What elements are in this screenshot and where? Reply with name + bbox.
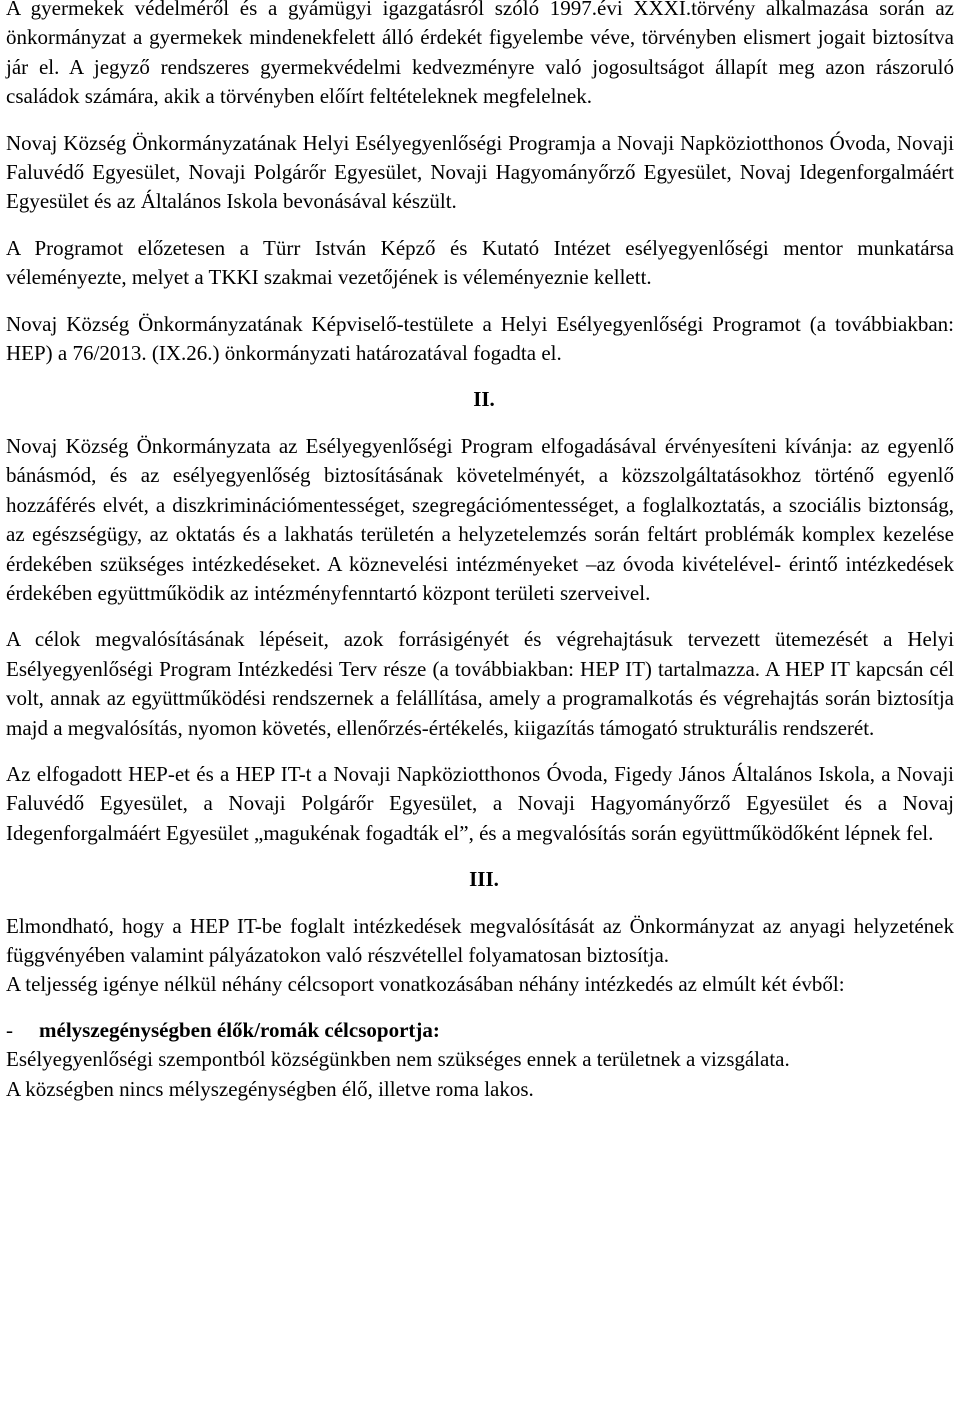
program-review-paragraph: A Programot előzetesen a Türr István Képző és Kutató Intézet esélyegyenlőségi mentor munkatársa véleményezte, melyet a TKKI szakmai vezetőjének is véleményeznie kellett. bbox=[6, 235, 954, 290]
action-plan-paragraph: A célok megvalósításának lépéseit, azok forrásigényét és végrehajtásuk tervezett ütemezését a Helyi Esélyegyenlőségi Program Intézkedési Terv része (a továbbiakban: HEP IT) tartalmazza. A HEP IT kapcsán cél volt, annak az együttműködési rendszernek a felállítása, amely a programalkotás és végrehajtás során biztosítja majd a megvalósítás, nyomon követés, ellenőrzés-értékelés, kiigazítás támogató strukturális rendszerét. bbox=[6, 627, 954, 740]
equal-treatment-paragraph: Novaj Község Önkormányzata az Esélyegyenlőségi Program elfogadásával érvényesíteni kívánja: az egyenlő bánásmód, és az esélyegyenlőség biztosításának követelményét, a közszolgáltatásokhoz történő egyenlő hozzáférés elvét, a diszkriminációmentességet, szegregációmentességet, a foglalkoztatás, a szociális biztonság, az egészségügy, az oktatás és a lakhatás területén a helyzetelemzés során feltárt problémák komplex kezelése érdekében szükséges intézkedéseket. A köznevelési intézményeket –az óvoda kivételével- érintő intézkedések érdekében együttműködik az intézményfenntartó központ területi szerveivel. bbox=[6, 433, 954, 605]
program-participants-paragraph: Novaj Község Önkormányzatának Helyi Esélyegyenlőségi Programja a Novaji Napköziotthonos Óvoda, Novaji Faluvédő Egyesület, Novaji Polgárőr Egyesület, Novaji Hagyományőrző Egyesület, Novaj Idegenforgalmáért Egyesület és az Általános Iskola bevonásával készült. bbox=[6, 130, 954, 214]
target-groups-paragraph: A teljesség igénye nélkül néhány célcsoport vonatkozásában néhány intézkedés az elmúlt két évből: bbox=[6, 972, 845, 997]
target-group-note-2: A községben nincs mélyszegénységben élő, illetve roma lakos. bbox=[6, 1076, 534, 1101]
document-page bbox=[6, 0, 954, 1104]
partners-paragraph: Az elfogadott HEP-et és a HEP IT-t a Novaji Napköziotthonos Óvoda, Figedy János Általános Iskola, a Novaji Faluvédő Egyesület, a Novaji Polgárőr Egyesület, a Novaji Hagyományőrző Egyesület és a Novaj Idegenforgalmáért Egyesület „magukénak fogadták el”, és a megvalósítás során együttműködőként lépnek fel. bbox=[6, 761, 954, 845]
target-group-item bbox=[6, 1016, 954, 1045]
program-adoption-paragraph: Novaj Község Önkormányzatának Képviselő-testülete a Helyi Esélyegyenlőségi Programot (a továbbiakban: HEP) a 76/2013. (IX.26.) önkormányzati határozatával fogadta el. bbox=[6, 311, 954, 366]
section-heading-iii: III. bbox=[469, 867, 499, 892]
target-group-label: mélyszegénységben élők/romák célcsoportja: bbox=[39, 1017, 440, 1042]
spacer bbox=[6, 1000, 954, 1016]
implementation-paragraph: Elmondható, hogy a HEP IT-be foglalt intézkedések megvalósítását az Önkormányzat az anyagi helyzetének függvényében valamint pályázatokon való részvétellel folyamatosan biztosítja. bbox=[6, 913, 954, 967]
list-dash: - bbox=[6, 1017, 13, 1042]
intro-paragraph: A gyermekek védelméről és a gyámügyi igazgatásról szóló 1997.évi XXXI.törvény alkalmazása során az önkormányzat a gyermekek mindenekfelett álló érdekét figyelembe véve, törvényben elismert jogait biztosítva jár el. A jegyző rendszeres gyermekvédelmi kedvezményre való jogosultságot állapít meg azon rászoruló családok számára, akik a törvényben előírt feltételeknek megfelelnek. bbox=[6, 0, 954, 109]
section-heading-ii: II. bbox=[473, 387, 495, 412]
target-group-note-1: Esélyegyenlőségi szempontból községünkben nem szükséges ennek a területnek a vizsgálata. bbox=[6, 1047, 790, 1072]
